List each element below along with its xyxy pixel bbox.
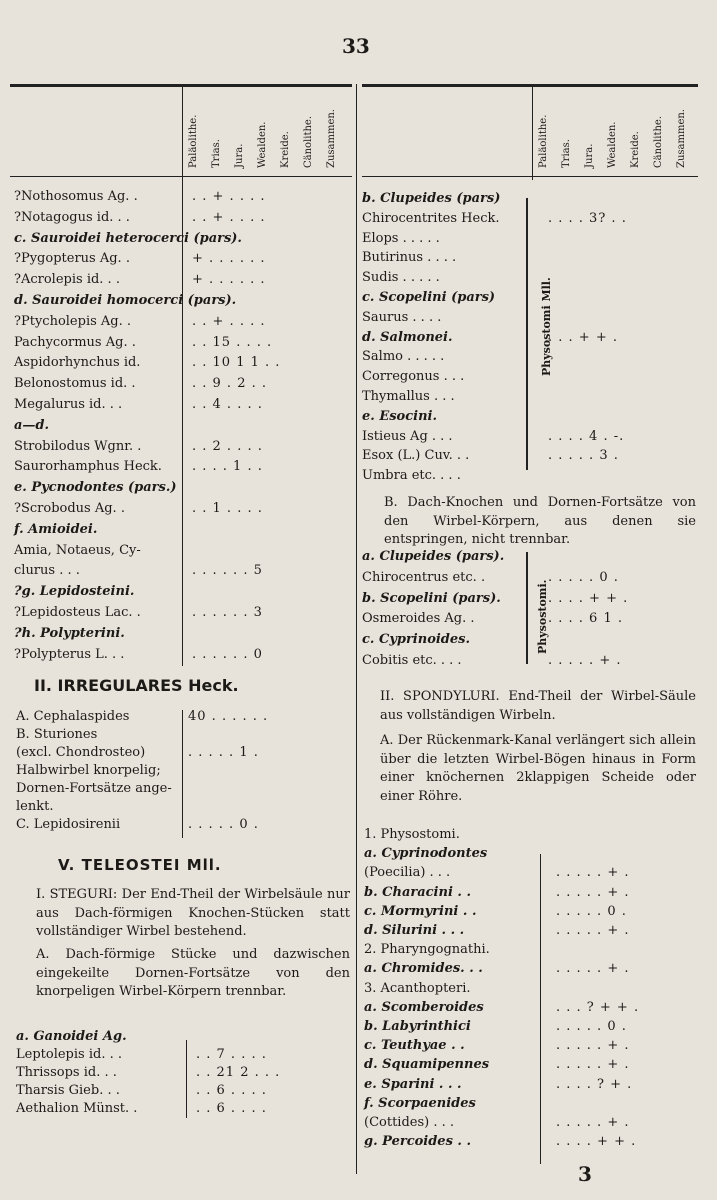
occurrence-marks: . . . . + + . (556, 1134, 637, 1150)
occurrence-marks: . . 2 . . . . (192, 438, 263, 454)
physostomi-bracket-2 (526, 552, 528, 664)
taxon-label: Belonostomus id. . (14, 376, 136, 392)
taxon-label: f. Scorpaenides (364, 1095, 476, 1111)
taxon-label: Umbra etc. . . . (362, 468, 461, 484)
taxon-label: 2. Pharyngognathi. (364, 942, 490, 958)
taxon-label: A. Cephalaspides (16, 709, 130, 724)
page-number: 33 (342, 34, 370, 58)
column-header: Paläolithe. (188, 114, 199, 168)
occurrence-marks: . . 4 . . . . (192, 397, 263, 412)
irregulares-divider (182, 710, 183, 838)
taxon-label: a—d. (14, 417, 50, 433)
taxon-label: ?Pygopterus Ag. . (14, 251, 130, 267)
occurrence-marks: . . . . + + . (548, 590, 629, 606)
irregulares-heading: II. IRREGULARES Heck. (34, 676, 239, 695)
taxon-label: d. Salmonei. (362, 329, 453, 345)
column-header: Trias. (211, 139, 222, 168)
occurrence-marks: . . + . . . . (192, 189, 266, 204)
taxon-label: b. Characini . . (364, 884, 471, 900)
occurrence-marks: + . . . . . . (192, 272, 266, 288)
occurrence-marks: . . 6 . . . . (196, 1083, 267, 1098)
taxon-label: d. Squamipennes (364, 1057, 490, 1073)
taxon-label: e. Pycnodontes (pars.) (14, 480, 177, 496)
occurrence-marks: . . 15 . . . . (192, 334, 273, 350)
taxon-label: Salmo . . . . . (362, 349, 445, 365)
taxon-label: Elops . . . . . (362, 230, 440, 246)
taxon-label: c. Cyprinoides. (362, 632, 471, 648)
taxon-label: b. Scopelini (pars). (362, 590, 501, 606)
taxon-label: Dornen-Fortsätze ange- (16, 781, 172, 796)
top-rule-left (10, 84, 352, 87)
column-header: Jura. (234, 143, 245, 168)
taxon-label: c. Mormyrini . . (364, 903, 477, 919)
taxon-label: Osmeroides Ag. . (362, 611, 475, 627)
occurrence-marks: . . . . 6 1 . (548, 611, 623, 627)
occurrence-marks: . . . . . + . (556, 923, 630, 938)
taxon-label: Leptolepis id. . . (16, 1047, 122, 1062)
taxon-label: c. Scopelini (pars) (362, 290, 496, 305)
taxon-label: ?Scrobodus Ag. . (14, 501, 125, 516)
occurrence-marks: . . + . . . . (192, 313, 266, 329)
taxon-label: a. Cyprinodontes (364, 846, 488, 862)
taxon-label: Aspidorhynchus id. (14, 355, 141, 371)
occurrence-marks: . . . . . + . (556, 884, 630, 900)
spondyluri-divider (540, 854, 541, 1164)
taxon-label: f. Amioidei. (14, 521, 98, 537)
header-rule-left (10, 176, 352, 177)
occurrence-marks: 40 . . . . . . (188, 709, 269, 724)
column-header: Cänolithe. (303, 115, 314, 168)
taxon-label: Cobitis etc. . . . (362, 653, 462, 668)
taxon-label: ?Acrolepis id. . . (14, 272, 120, 288)
taxon-label: ?g. Lepidosteini. (14, 584, 135, 600)
taxon-label: Tharsis Gieb. . . (16, 1083, 120, 1098)
taxon-label: Saurorhamphus Heck. (14, 459, 162, 475)
taxon-label: ?Nothosomus Ag. . (14, 189, 138, 204)
column-header: Paläolithe. (538, 114, 549, 168)
column-header: Wealden. (257, 121, 268, 168)
taxon-label: Thymallus . . . (362, 389, 455, 404)
taxon-label: e. Esocini. (362, 408, 437, 424)
physostomi-bracket-2-label: Physostomi. (536, 579, 549, 654)
occurrence-marks: . . . ? + + . (556, 999, 640, 1015)
occurrence-marks: . . . . . + . (556, 1115, 630, 1130)
taxon-label: 3. Acanthopteri. (364, 980, 471, 996)
taxon-label: B. Sturiones (16, 727, 98, 742)
occurrence-marks: . . . . . 0 . (556, 903, 627, 919)
taxon-label: (Cottides) . . . (364, 1115, 455, 1130)
occurrence-marks: . . . + + . (548, 329, 618, 345)
taxon-label: ?Polypterus L. . . (14, 646, 125, 662)
occurrence-marks: . . . . 1 . . (192, 459, 263, 475)
right-marks-divider (532, 86, 533, 180)
occurrence-marks: . . 10 1 1 . . (192, 355, 281, 371)
taxon-label: Strobilodus Wgnr. . (14, 438, 142, 454)
taxon-label: Amia, Notaeus, Cy- (14, 542, 141, 558)
occurrence-marks: . . . . 3? . . (548, 210, 627, 226)
occurrence-marks: . . . . . 0 . (548, 569, 619, 585)
occurrence-marks: . . . . . + . (556, 961, 630, 977)
taxon-label: Butirinus . . . . (362, 250, 457, 266)
occurrence-marks: . . . . . 0 . (188, 817, 259, 832)
taxon-label: c. Teuthyae . . (364, 1038, 465, 1054)
physostomi-bracket-label: Physostomi Mll. (540, 277, 553, 376)
taxon-label: b. Clupeides (pars) (362, 191, 501, 206)
occurrence-marks: . . . . . 1 . (188, 745, 259, 760)
occurrence-marks: . . + . . . . (192, 209, 266, 225)
taxon-label: Aethalion Münst. . (16, 1101, 138, 1116)
occurrence-marks: . . 9 . 2 . . (192, 376, 267, 392)
occurrence-marks: . . 1 . . . . (192, 501, 263, 516)
taxon-label: a. Clupeides (pars). (362, 549, 505, 564)
taxon-label: Saurus . . . . (362, 309, 442, 325)
column-header: Kreide. (630, 131, 641, 168)
taxon-label: Thrissops id. . . (16, 1065, 117, 1080)
top-rule-right (362, 84, 698, 87)
taxon-label: C. Lepidosirenii (16, 817, 121, 832)
signature-mark: 3 (578, 1162, 592, 1186)
taxon-label: Corregonus . . . (362, 369, 465, 385)
occurrence-marks: . . 6 . . . . (196, 1101, 267, 1116)
taxon-label: ?Notagogus id. . . (14, 209, 130, 225)
occurrence-marks: . . . . ? + . (556, 1076, 633, 1092)
spondyluri-a-paragraph: A. Der Rückenmark-Kanal verlängert sich allein über die letzten Wirbel-Bögen hinaus in Form einer knöchernen 2klappigen Scheide oder einer Röhre. (380, 733, 696, 804)
taxon-label: a. Scomberoides (364, 999, 484, 1015)
occurrence-marks: . . . . . . 3 (192, 605, 263, 620)
column-header: Zusammen. (676, 109, 687, 168)
taxon-label: Pachycormus Ag. . (14, 334, 136, 350)
column-header: Cänolithe. (653, 115, 664, 168)
occurrence-marks: . . . . . + . (548, 653, 622, 668)
column-header: Kreide. (280, 131, 291, 168)
occurrence-marks: . . . . . + . (556, 1057, 630, 1073)
occurrence-marks: . . . . . + . (556, 865, 630, 881)
physostomi-bracket (526, 198, 528, 470)
taxon-label: d. Sauroidei homocerci (pars). (14, 293, 237, 308)
taxon-label: e. Sparini . . . (364, 1076, 462, 1092)
occurrence-marks: . . . . . 3 . (548, 448, 619, 464)
taxon-label: 1. Physostomi. (364, 827, 460, 842)
taxon-label: Esox (L.) Cuv. . . (362, 448, 470, 464)
column-header: Wealden. (607, 121, 618, 168)
occurrence-marks: . . . . . . 0 (192, 646, 263, 662)
taxon-label: ?Ptycholepis Ag. . (14, 313, 132, 329)
occurrence-marks: + . . . . . . (192, 251, 266, 267)
left-marks-divider (182, 86, 183, 666)
taxon-label: c. Sauroidei heterocerci (pars). (14, 230, 242, 246)
occurrence-marks: . . . . 4 . -. (548, 428, 625, 444)
column-header: Jura. (584, 143, 595, 168)
taxon-label: Sudis . . . . . (362, 270, 440, 286)
taxon-label: (Poecilia) . . . (364, 865, 451, 881)
taxon-label: g. Percoides . . (364, 1134, 471, 1150)
spondyluri-paragraph: II. SPONDYLURI. End-Theil der Wirbel-Säule aus vollständigen Wirbeln. (380, 689, 696, 723)
taxon-label: b. Labyrinthici (364, 1019, 471, 1034)
taxon-label: lenkt. (16, 799, 54, 814)
ganoidei-divider (186, 1040, 187, 1118)
taxon-label: ?Lepidosteus Lac. . (14, 605, 141, 620)
column-header: Zusammen. (326, 109, 337, 168)
taxon-label: Istieus Ag . . . (362, 428, 453, 444)
taxon-label: Megalurus id. . . (14, 397, 123, 412)
steguri-paragraph: I. STEGURI: Der End-Theil der Wirbelsäule nur aus Dach-förmigen Knochen-Stücken statt vollständiger Wirbel bestehend. (36, 887, 350, 940)
taxon-label: d. Silurini . . . (364, 923, 465, 938)
teleostei-heading: V. TELEOSTEI Mll. (58, 856, 222, 874)
column-header: Trias. (561, 139, 572, 168)
taxon-label: clurus . . . (14, 563, 80, 579)
header-rule-right (362, 176, 698, 177)
occurrence-marks: . . . . . + . (556, 1038, 630, 1054)
taxon-label: Halbwirbel knorpelig; (16, 763, 161, 778)
taxon-label: a. Chromides. . . (364, 961, 483, 977)
taxon-label: a. Ganoidei Ag. (16, 1029, 127, 1044)
occurrence-marks: . . . . . . 5 (192, 563, 263, 579)
steguri-a-paragraph: A. Dach-förmige Stücke und dazwischen eingekeilte Dornen-Fortsätze von den knorpeligen Wirbel-Körpern trennbar. (36, 947, 350, 1000)
dach-knochen-paragraph: B. Dach-Knochen und Dornen-Fortsätze von den Wirbel-Körpern, aus denen sie entspringen, nicht trennbar. (384, 495, 696, 548)
taxon-label: (excl. Chondrosteo) (16, 745, 146, 760)
taxon-label: ?h. Polypterini. (14, 625, 125, 641)
column-divider (356, 84, 357, 1174)
occurrence-marks: . . 7 . . . . (196, 1047, 267, 1062)
occurrence-marks: . . 21 2 . . . (196, 1065, 281, 1080)
taxon-label: Chirocentrus etc. . (362, 569, 486, 585)
occurrence-marks: . . . . . 0 . (556, 1019, 627, 1034)
taxon-label: Chirocentrites Heck. (362, 210, 500, 226)
